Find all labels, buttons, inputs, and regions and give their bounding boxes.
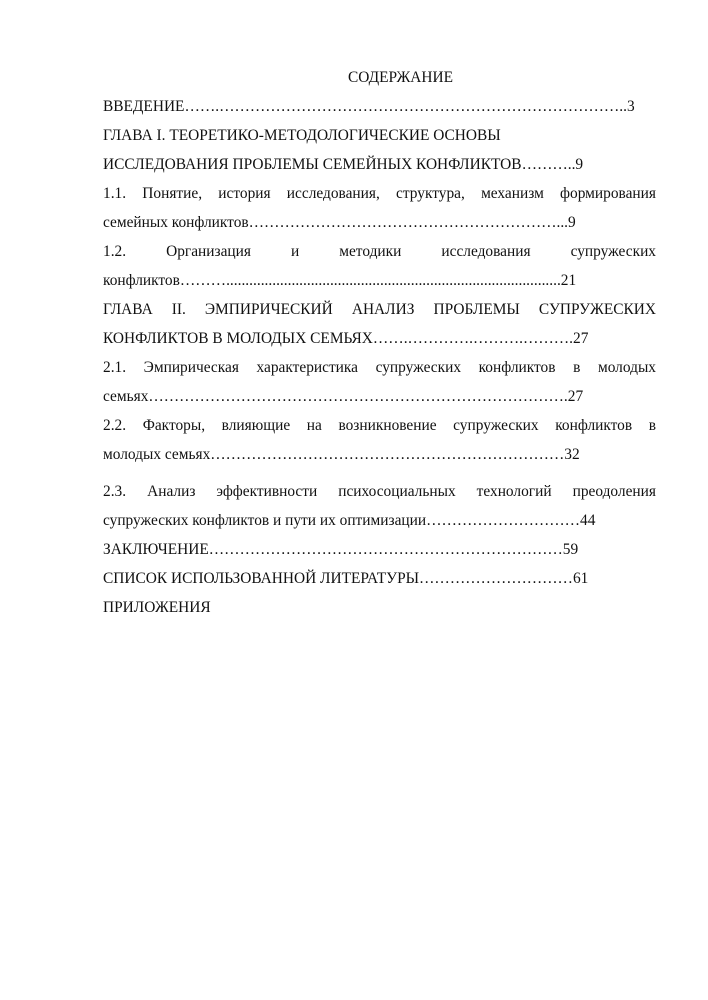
toc-entry-2-1-line-1: 2.1. Эмпирическая характеристика супружеских конфликтов в молодых xyxy=(103,359,656,376)
toc-entry-appendices: ПРИЛОЖЕНИЯ xyxy=(103,599,211,616)
toc-entry-references: СПИСОК ИСПОЛЬЗОВАННОЙ ЛИТЕРАТУРЫ…………………………61 xyxy=(103,570,589,587)
toc-entry-conclusion: ЗАКЛЮЧЕНИЕ……………………………………………………………59 xyxy=(103,541,579,558)
toc-entry-1-1-line-2: семейных конфликтов……………………………………………………...9 xyxy=(103,214,576,231)
spacer xyxy=(103,473,656,481)
toc-entry-1-1-line-1: 1.1. Понятие, история исследования, структура, механизм формирования xyxy=(103,185,656,202)
toc-entry-introduction: ВВЕДЕНИЕ…….……………………………………………………………………..3 xyxy=(103,98,635,115)
toc-entry-2-3-line-2: супружеских конфликтов и пути их оптимизации…………………………44 xyxy=(103,512,596,529)
toc-entry-chapter-2-line-1: ГЛАВА II. ЭМПИРИЧЕСКИЙ АНАЛИЗ ПРОБЛЕМЫ СУПРУЖЕСКИХ xyxy=(103,301,656,318)
toc-entry-chapter-1-line-2: ИССЛЕДОВАНИЯ ПРОБЛЕМЫ СЕМЕЙНЫХ КОНФЛИКТОВ………..9 xyxy=(103,156,584,173)
toc-entry-2-1-line-2: семьях……………………………………………………………………….27 xyxy=(103,388,584,405)
toc-entry-2-2-line-1: 2.2. Факторы, влияющие на возникновение супружеских конфликтов в xyxy=(103,417,656,434)
toc-entry-1-2-line-1: 1.2. Организация и методики исследования супружеских xyxy=(103,243,656,260)
toc-title: СОДЕРЖАНИЕ xyxy=(347,69,454,86)
toc-entry-chapter-2-line-2: КОНФЛИКТОВ В МОЛОДЫХ СЕМЬЯХ…….………….……….……….27 xyxy=(103,330,589,347)
toc-entry-2-2-line-2: молодых семьях……………………………………………………………32 xyxy=(103,446,580,463)
toc-entry-1-2-line-2: конфликтов……….......................................................................................21 xyxy=(103,272,577,289)
toc-entry-chapter-1-line-1: ГЛАВА I. ТЕОРЕТИКО-МЕТОДОЛОГИЧЕСКИЕ ОСНОВЫ xyxy=(103,127,501,144)
table-of-contents xyxy=(103,67,656,626)
toc-entry-2-3-line-1: 2.3. Анализ эффективности психосоциальных технологий преодоления xyxy=(103,483,656,500)
